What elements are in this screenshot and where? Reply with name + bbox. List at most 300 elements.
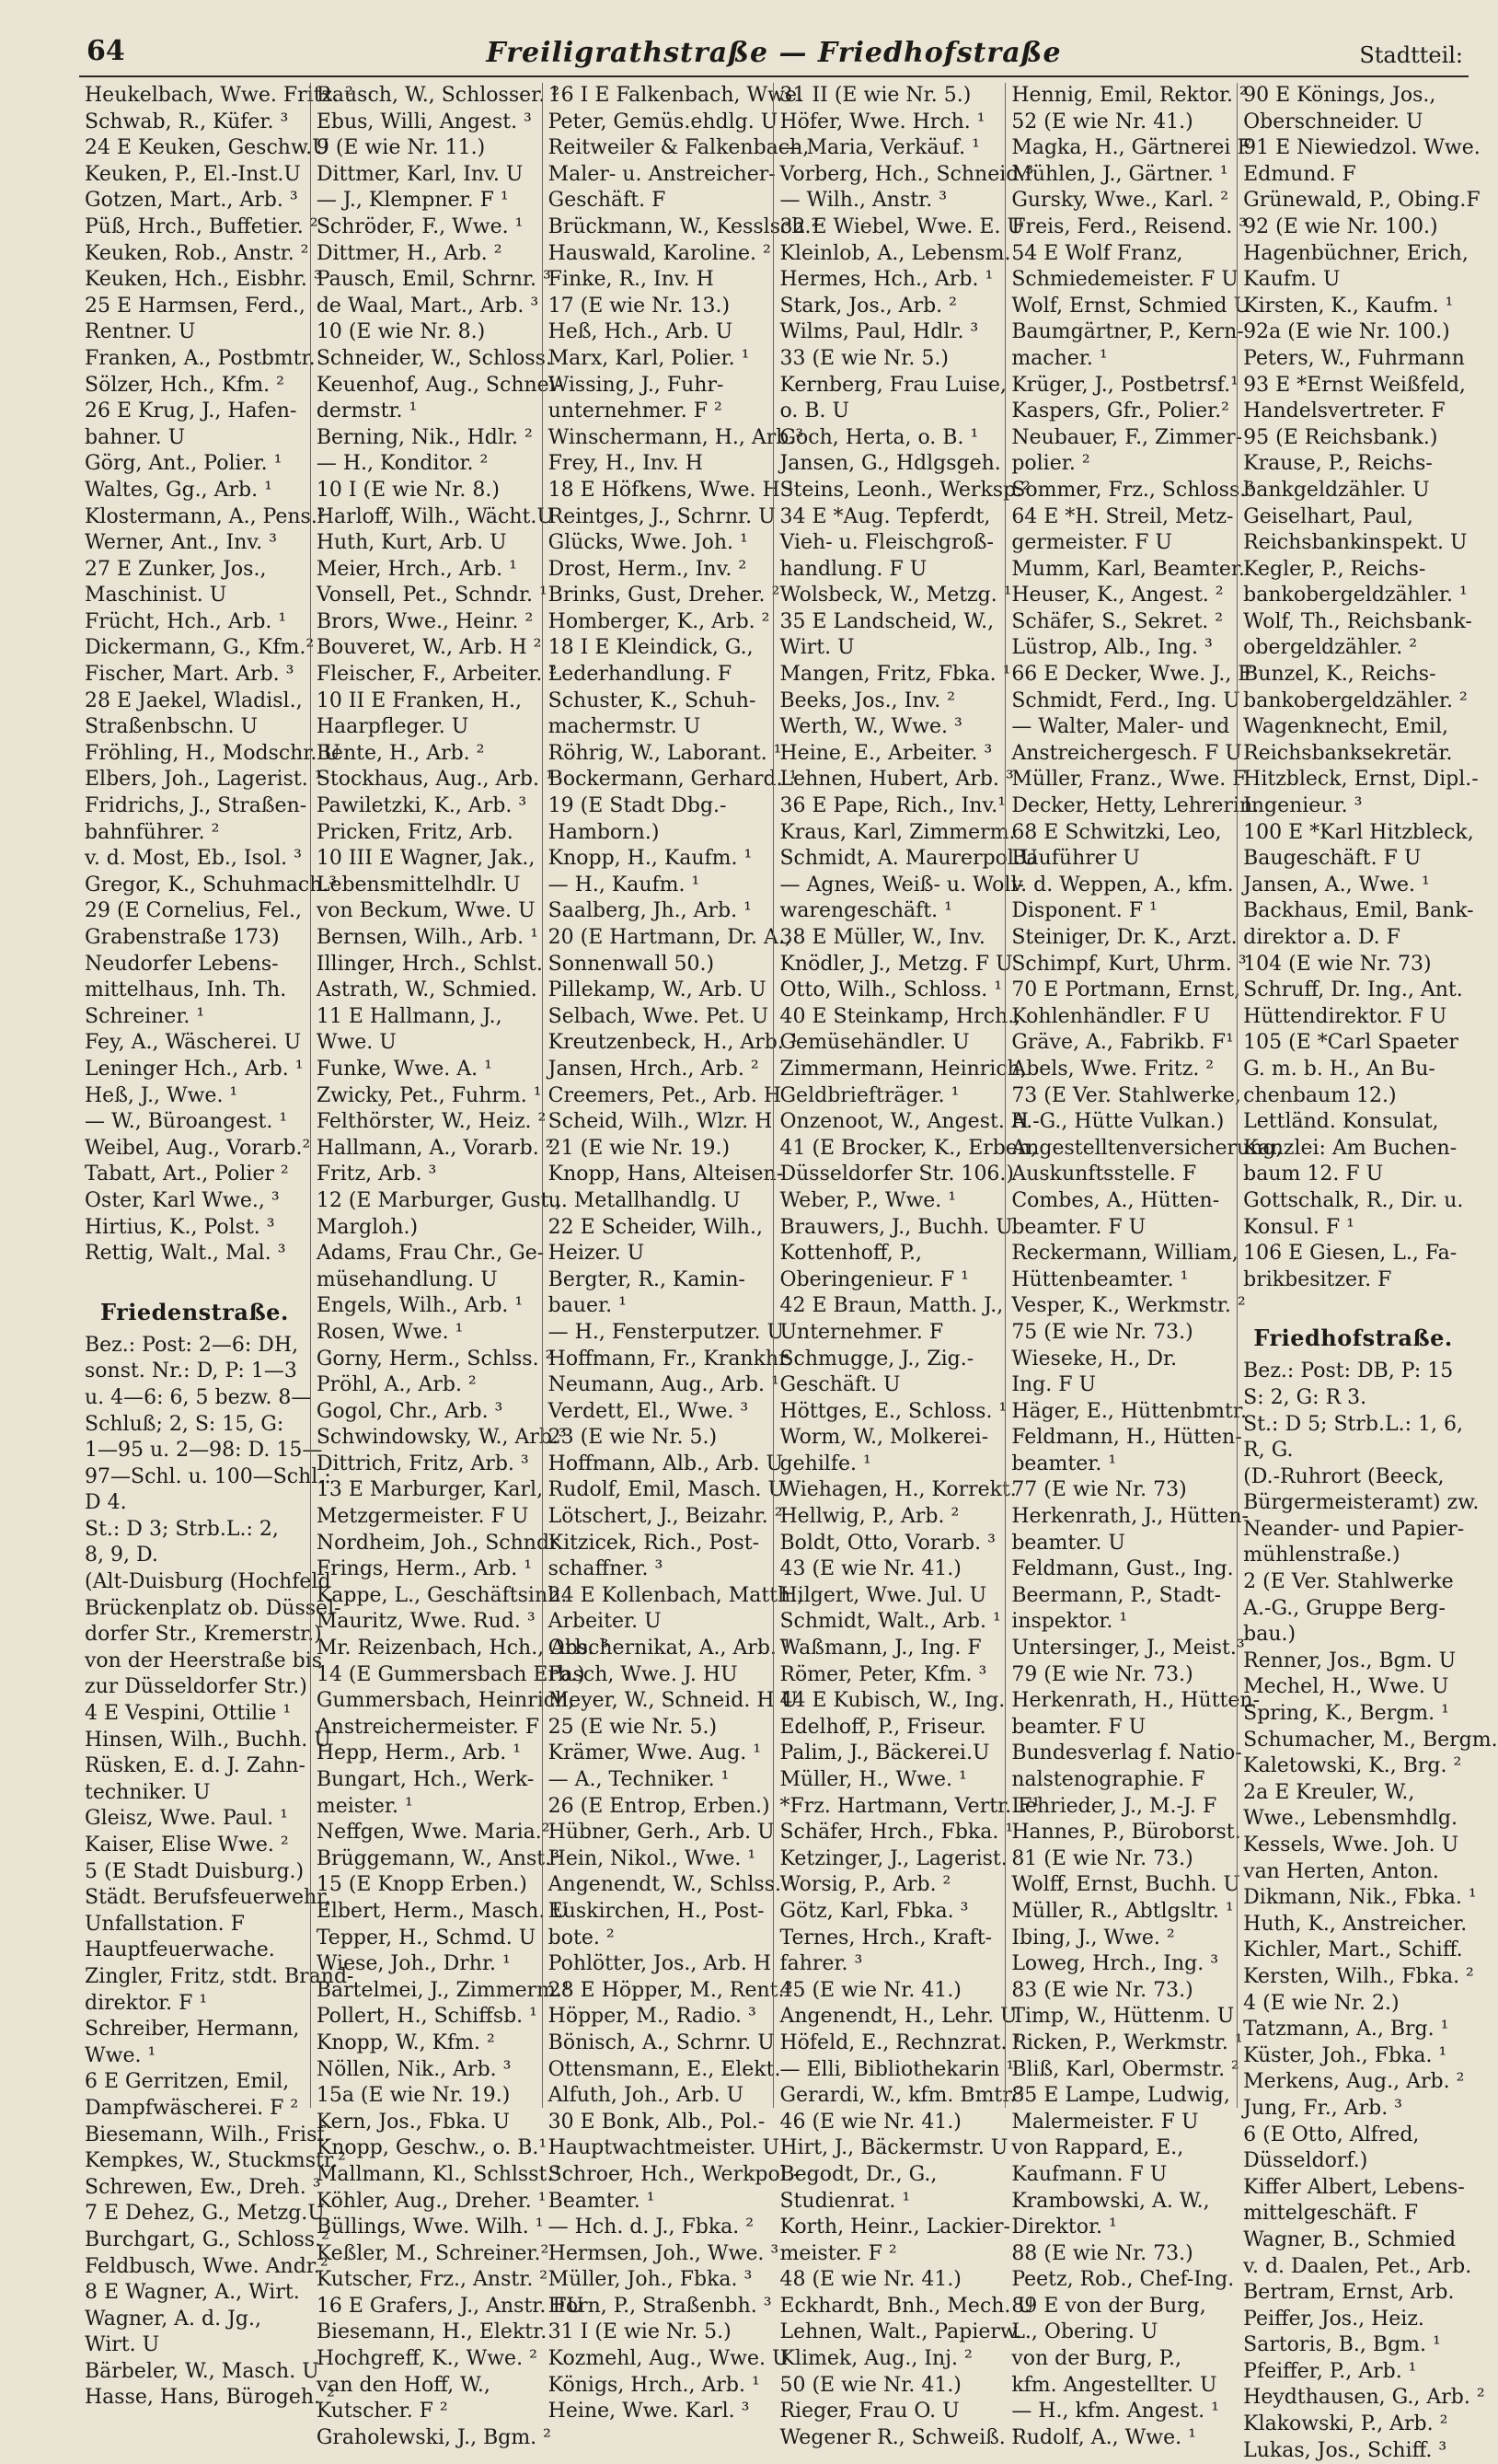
directory-entry: Dampfwäscherei. F ² bbox=[85, 2096, 299, 2120]
directory-entry: Heine, E., Arbeiter. ³ bbox=[779, 741, 993, 765]
directory-entry: Kreutzenbeck, H., Arb. ¹ bbox=[547, 1031, 799, 1055]
directory-entry: beamter. ¹ bbox=[1011, 1452, 1117, 1475]
directory-entry: 8, 9, D. bbox=[85, 1544, 158, 1567]
directory-entry: Wagenknecht, Emil, bbox=[1243, 715, 1449, 739]
directory-entry: bau.) bbox=[1243, 1623, 1296, 1647]
directory-entry: Adams, Frau Chr., Ge- bbox=[316, 1242, 545, 1266]
directory-entry: Homberger, K., Arb. ² bbox=[547, 609, 770, 633]
directory-entry: mühlenstraße.) bbox=[1243, 1544, 1400, 1567]
directory-entry: Krüger, J., Postbetrsf.¹ bbox=[1011, 373, 1239, 397]
directory-entry: Margloh.) bbox=[316, 1215, 419, 1239]
directory-entry: Beeks, Jos., Inv. ² bbox=[779, 688, 956, 712]
directory-entry: Bente, H., Arb. ² bbox=[316, 741, 485, 765]
directory-entry: Bärbeler, W., Masch. U bbox=[85, 2359, 319, 2383]
directory-entry: sonst. Nr.: D, P: 1—3 bbox=[85, 1359, 297, 1383]
directory-entry: Hoffmann, Alb., Arb. U bbox=[547, 1452, 784, 1475]
directory-entry: Rudolf, A., Wwe. ¹ bbox=[1011, 2425, 1196, 2449]
directory-entry: Rettig, Walt., Mal. ³ bbox=[85, 1242, 286, 1266]
directory-entry: Ternes, Hrch., Kraft- bbox=[779, 1926, 993, 1949]
directory-entry: bote. ² bbox=[547, 1926, 615, 1949]
directory-entry: 36 E Pape, Rich., Inv.¹ bbox=[779, 794, 1007, 818]
directory-entry: Zingler, Fritz, stdt. Brand- bbox=[85, 1964, 354, 1988]
directory-entry: Keßler, M., Schreiner.² bbox=[316, 2241, 549, 2265]
directory-entry: Ing. F U bbox=[1011, 1373, 1097, 1397]
directory-entry: 52 (E wie Nr. 41.) bbox=[1011, 110, 1193, 133]
directory-entry: Schäfer, S., Sekret. ² bbox=[1011, 609, 1224, 633]
directory-entry: 43 (E wie Nr. 41.) bbox=[779, 1557, 962, 1581]
directory-entry: Kanzlei: Am Buchen- bbox=[1243, 1136, 1458, 1160]
directory-entry: Weber, P., Wwe. ¹ bbox=[779, 1188, 957, 1212]
directory-entry: Hirtius, K., Polst. ³ bbox=[85, 1215, 275, 1239]
directory-entry: Geschäft. F bbox=[547, 189, 666, 213]
directory-entry: Maschinist. U bbox=[85, 584, 227, 607]
directory-entry: Neander- und Papier- bbox=[1243, 1517, 1465, 1541]
directory-entry: Königs, Hrch., Arb. ¹ bbox=[547, 2373, 760, 2397]
directory-entry: — H., Fensterputzer. U bbox=[547, 1320, 785, 1344]
directory-entry: 75 (E wie Nr. 73.) bbox=[1011, 1320, 1193, 1344]
directory-entry: Klakowski, P., Arb. ² bbox=[1243, 2412, 1448, 2436]
directory-entry: Wissing, J., Fuhr- bbox=[547, 373, 724, 397]
directory-entry: Sommer, Frz., Schloss.³ bbox=[1011, 478, 1255, 502]
directory-entry: baum 12. F U bbox=[1243, 1163, 1384, 1186]
directory-entry: Bernsen, Wilh., Arb. ¹ bbox=[316, 926, 538, 949]
directory-entry: Loweg, Hrch., Ing. ³ bbox=[1011, 1952, 1219, 1976]
directory-entry: 1—95 u. 2—98: D. 15— bbox=[85, 1439, 323, 1463]
directory-entry: Glücks, Wwe. Joh. ¹ bbox=[547, 531, 748, 555]
directory-entry: Peiffer, Jos., Heiz. bbox=[1243, 2307, 1424, 2331]
directory-entry: bahnführer. ² bbox=[85, 820, 220, 844]
directory-entry: 64 E *H. Streil, Metz- bbox=[1011, 504, 1234, 528]
directory-entry: Berning, Nik., Hdlr. ² bbox=[316, 425, 533, 449]
directory-entry: 14 (E Gummersbach Erb.) bbox=[316, 1662, 585, 1686]
directory-entry: 25 (E wie Nr. 5.) bbox=[547, 1715, 718, 1739]
directory-entry: Höfer, Wwe. Hrch. ¹ bbox=[779, 110, 985, 133]
directory-entry: Keuken, P., El.-Inst.U bbox=[85, 162, 301, 186]
directory-entry: Häger, E., Hüttenbmtr. bbox=[1011, 1399, 1247, 1423]
directory-entry: Schimpf, Kurt, Uhrm. ³ bbox=[1011, 952, 1247, 976]
directory-entry: Rüsken, E. d. J. Zahn- bbox=[85, 1754, 305, 1778]
directory-entry: Finke, R., Inv. H bbox=[547, 268, 714, 292]
directory-entry: 68 E Schwitzki, Leo, bbox=[1011, 820, 1222, 844]
directory-entry: Mr. Reizenbach, Hch., Arb. ³ bbox=[316, 1637, 609, 1660]
directory-entry: 41 (E Brocker, K., Erben, bbox=[779, 1136, 1038, 1160]
directory-entry: Huth, Kurt, Arb. U bbox=[316, 531, 507, 555]
directory-entry: meister. ¹ bbox=[316, 1794, 413, 1818]
directory-entry: 54 E Wolf Franz, bbox=[1011, 241, 1183, 265]
directory-entry: Kaiser, Elise Wwe. ² bbox=[85, 1834, 289, 1857]
directory-entry: Mechel, H., Wwe. U bbox=[1243, 1675, 1449, 1699]
directory-entry: Keuken, Rob., Anstr. ² bbox=[85, 241, 309, 265]
directory-entry: Selbach, Wwe. Pet. U bbox=[547, 1004, 769, 1028]
directory-entry: Heydthausen, G., Arb. ² bbox=[1243, 2386, 1485, 2410]
directory-entry: Fey, A., Wäscherei. U bbox=[85, 1031, 302, 1055]
directory-entry: Brauwers, J., Buchh. U bbox=[779, 1215, 1013, 1239]
directory-entry: Bunzel, K., Reichs- bbox=[1243, 663, 1436, 687]
directory-entry: — W., Büroangest. ¹ bbox=[85, 1110, 288, 1134]
directory-entry: — A., Techniker. ¹ bbox=[547, 1768, 730, 1791]
directory-entry: Kleinlob, A., Lebensm. bbox=[779, 241, 1011, 265]
directory-entry: Elbert, Herm., Masch. U bbox=[316, 1899, 569, 1923]
directory-entry: beamter. F U bbox=[1011, 1715, 1147, 1739]
directory-entry: Stockhaus, Aug., Arb. ¹ bbox=[316, 768, 554, 792]
directory-entry: Wiese, Joh., Drhr. ¹ bbox=[316, 1952, 511, 1976]
directory-entry: Hüttenbeamter. ¹ bbox=[1011, 1267, 1189, 1291]
directory-entry: Müller, Joh., Fbka. ³ bbox=[547, 2268, 753, 2292]
directory-entry: Gogol, Chr., Arb. ³ bbox=[316, 1399, 503, 1423]
directory-entry: 16 I E Falkenbach, Wwe. bbox=[547, 84, 803, 107]
directory-entry: Neubauer, F., Zimmer- bbox=[1011, 425, 1243, 449]
directory-entry: Nordheim, Joh., Schndr. bbox=[316, 1531, 564, 1555]
directory-entry: fahrer. ³ bbox=[779, 1952, 863, 1976]
directory-entry: Wiehagen, H., Korrekt. bbox=[779, 1478, 1017, 1502]
directory-entry: Edelhoff, P., Friseur. bbox=[779, 1715, 986, 1739]
directory-entry: Horn, P., Straßenbh. ³ bbox=[547, 2294, 772, 2318]
directory-entry: Pröhl, A., Arb. ² bbox=[316, 1373, 477, 1397]
directory-entry: 97—Schl. u. 100—Schl.: bbox=[85, 1464, 331, 1488]
directory-entry: Reitweiler & Falkenbach, bbox=[547, 136, 810, 160]
directory-entry: 45 (E wie Nr. 41.) bbox=[779, 1978, 962, 2002]
directory-entry: (D.-Ruhrort (Beeck, bbox=[1243, 1464, 1445, 1488]
directory-entry: von der Burg, P., bbox=[1011, 2347, 1182, 2371]
directory-entry: Hermsen, Joh., Wwe. ³ bbox=[547, 2241, 779, 2265]
directory-entry: 70 E Portmann, Ernst, bbox=[1011, 978, 1241, 1002]
directory-entry: Illinger, Hrch., Schlst. bbox=[316, 952, 543, 976]
directory-entry: Fridrichs, J., Straßen- bbox=[85, 794, 307, 818]
directory-entry: Angenendt, W., Schlss. ¹ bbox=[547, 1873, 796, 1897]
directory-entry: Pfeiffer, P., Arb. ¹ bbox=[1243, 2359, 1417, 2383]
directory-entry: Gursky, Wwe., Karl. ² bbox=[1011, 189, 1229, 213]
directory-entry: o. B. U bbox=[779, 399, 850, 423]
directory-entry: van Herten, Anton. bbox=[1243, 1859, 1439, 1883]
directory-entry: 10 (E wie Nr. 8.) bbox=[316, 320, 486, 344]
directory-entry: Schrewen, Ew., Dreh. ³ bbox=[85, 2175, 321, 2199]
directory-entry: Frings, Herm., Arb. ¹ bbox=[316, 1557, 533, 1581]
directory-entry: Anstreichermeister. F bbox=[316, 1715, 540, 1739]
directory-entry: Hein, Nikol., Wwe. ¹ bbox=[547, 1846, 756, 1870]
directory-entry: 18 E Höfkens, Wwe. H ¹ bbox=[547, 478, 795, 502]
directory-entry: — J., Klempner. F ¹ bbox=[316, 189, 509, 213]
directory-entry: Kirsten, K., Kaufm. ¹ bbox=[1243, 294, 1454, 318]
directory-entry: Herkenrath, H., Hütten- bbox=[1011, 1689, 1261, 1713]
directory-entry: 100 E *Karl Hitzbleck, bbox=[1243, 820, 1474, 844]
directory-entry: Hermes, Hch., Arb. ¹ bbox=[779, 268, 994, 292]
directory-entry: 32 E Wiebel, Wwe. E. U bbox=[779, 214, 1024, 238]
directory-entry: Creemers, Pet., Arb. H bbox=[547, 1083, 782, 1107]
directory-entry: Kohlenhändler. F U bbox=[1011, 1004, 1211, 1028]
directory-entry: Handelsvertreter. F bbox=[1243, 399, 1446, 423]
directory-entry: 50 (E wie Nr. 41.) bbox=[779, 2373, 962, 2397]
directory-column bbox=[1237, 83, 1498, 2462]
directory-entry: machermstr. U bbox=[547, 715, 701, 739]
directory-entry: Hepp, Herm., Arb. ¹ bbox=[316, 1741, 522, 1765]
directory-entry: Direktor. ¹ bbox=[1011, 2215, 1117, 2239]
directory-entry: Mumm, Karl, Beamter. bbox=[1011, 557, 1245, 581]
directory-entry: Fischer, Mart. Arb. ³ bbox=[85, 663, 294, 687]
directory-entry: Bungart, Hch., Werk- bbox=[316, 1768, 535, 1791]
directory-entry: bankobergeldzähler. ¹ bbox=[1243, 584, 1468, 607]
directory-entry: Auskunftsstelle. F bbox=[1011, 1163, 1197, 1186]
directory-entry: 88 (E wie Nr. 73.) bbox=[1011, 2241, 1193, 2265]
directory-entry: Feldmann, H., Hütten- bbox=[1011, 1426, 1242, 1450]
directory-entry: Heß, Hch., Arb. U bbox=[547, 320, 733, 344]
directory-entry: Alfuth, Joh., Arb. U bbox=[547, 2084, 744, 2108]
directory-entry: 30 E Bonk, Alb., Pol.- bbox=[547, 2110, 766, 2134]
directory-entry: Dickermann, G., Kfm.² bbox=[85, 636, 315, 660]
directory-entry: Worsig, P., Arb. ² bbox=[779, 1873, 951, 1897]
directory-entry: 12 (E Marburger, Gust., bbox=[316, 1188, 562, 1212]
directory-entry: Knödler, J., Metzg. F U bbox=[779, 952, 1013, 976]
directory-entry: Hallmann, A., Vorarb. ² bbox=[316, 1136, 554, 1160]
directory-entry: u. 4—6: 6, 5 bezw. 8— bbox=[85, 1385, 312, 1409]
directory-entry: Jansen, A., Wwe. ¹ bbox=[1243, 873, 1430, 897]
directory-entry: Bürgermeisteramt) zw. bbox=[1243, 1491, 1480, 1515]
directory-entry: D 4. bbox=[85, 1491, 127, 1515]
directory-entry: Höfeld, E., Rechnzrat. ¹ bbox=[779, 2030, 1022, 2054]
page-header bbox=[79, 35, 1469, 77]
directory-entry: Oberingenieur. F ¹ bbox=[779, 1267, 970, 1291]
directory-entry: 91 E Niewiedzol. Wwe. bbox=[1243, 136, 1481, 160]
directory-entry: Felthörster, W., Heiz. ² bbox=[316, 1110, 547, 1134]
directory-entry: 4 (E wie Nr. 2.) bbox=[1243, 1991, 1400, 2015]
directory-entry: Edmund. F bbox=[1243, 162, 1356, 186]
directory-entry: Schmidt, Ferd., Ing. U bbox=[1011, 688, 1240, 712]
directory-entry: Eckhardt, Bnh., Mech. U bbox=[779, 2294, 1034, 2318]
directory-entry: 8 E Wagner, A., Wirt. bbox=[85, 2281, 300, 2305]
directory-entry: Wieseke, H., Dr. bbox=[1011, 1347, 1178, 1371]
directory-entry: unternehmer. F ² bbox=[547, 399, 722, 423]
directory-entry: beamter. U bbox=[1011, 1531, 1125, 1555]
directory-entry: 77 (E wie Nr. 73) bbox=[1011, 1478, 1187, 1502]
directory-entry: Obschernikat, A., Arb. ¹ bbox=[547, 1637, 791, 1660]
directory-entry: chenbaum 12.) bbox=[1243, 1083, 1397, 1107]
directory-entry: nalstenographie. F bbox=[1011, 1768, 1205, 1791]
directory-entry: Anstreichergesch. F U bbox=[1011, 741, 1242, 765]
directory-entry: Wolf, Th., Reichsbank- bbox=[1243, 609, 1472, 633]
directory-entry: dorfer Str., Kremerstr.) bbox=[85, 1623, 322, 1647]
directory-entry: Lehrieder, J., M.-J. F bbox=[1011, 1794, 1217, 1818]
directory-entry: 13 E Marburger, Karl, bbox=[316, 1478, 544, 1502]
directory-entry: 46 (E wie Nr. 41.) bbox=[779, 2110, 962, 2134]
directory-entry: Kottenhoff, P., bbox=[779, 1242, 923, 1266]
directory-entry: Knopp, H., Kaufm. ¹ bbox=[547, 847, 753, 871]
directory-entry: Kozmehl, Aug., Wwe. U bbox=[547, 2347, 789, 2371]
directory-entry: Hellwig, P., Arb. ² bbox=[779, 1505, 960, 1529]
directory-entry: 27 E Zunker, Jos., bbox=[85, 557, 267, 581]
directory-entry: 6 (E Otto, Alfred, bbox=[1243, 2123, 1420, 2146]
directory-entry: Kiffer Albert, Lebens- bbox=[1243, 2175, 1465, 2199]
directory-entry: Disponent. F ¹ bbox=[1011, 899, 1158, 923]
section-label: Stadtteil: bbox=[1359, 42, 1463, 68]
directory-entry: Dittmer, H., Arb. ² bbox=[316, 241, 502, 265]
directory-entry: Werth, W., Wwe. ³ bbox=[779, 715, 962, 739]
directory-entry: Hannes, P., Büroborst. bbox=[1011, 1821, 1241, 1845]
directory-entry: Oberschneider. U bbox=[1243, 110, 1423, 133]
directory-entry: Kempkes, W., Stuckmstr.² bbox=[85, 2149, 346, 2173]
directory-entry: Hitzbleck, Ernst, Dipl.- bbox=[1243, 768, 1479, 792]
directory-entry: 15 (E Knopp Erben.) bbox=[316, 1873, 527, 1897]
directory-entry: Ingenieur. ³ bbox=[1243, 794, 1363, 818]
directory-entry: Bauführer U bbox=[1011, 847, 1140, 871]
directory-entry: Peter, Gemüs.ehdlg. U bbox=[547, 110, 778, 133]
directory-entry: germeister. F U bbox=[1011, 531, 1172, 555]
directory-entry: Biesemann, Wilh., Frisf. bbox=[85, 2123, 330, 2146]
directory-entry: — Elli, Bibliothekarin ¹ bbox=[779, 2057, 1015, 2081]
directory-entry: v. d. Daalen, Pet., Arb. bbox=[1243, 2254, 1472, 2278]
directory-entry: Bockermann, Gerhard. ¹ bbox=[547, 768, 798, 792]
directory-entry: Huth, K., Anstreicher. bbox=[1243, 1912, 1468, 1936]
directory-entry: St.: D 5; Strb.L.: 1, 6, bbox=[1243, 1412, 1463, 1436]
directory-entry: Saalberg, Jh., Arb. ¹ bbox=[547, 899, 752, 923]
directory-entry: Kegler, P., Reichs- bbox=[1243, 557, 1426, 581]
directory-entry: 4 E Vespini, Ottilie ¹ bbox=[85, 1702, 292, 1726]
directory-entry: 19 (E Stadt Dbg.- bbox=[547, 794, 727, 818]
directory-entry: Abels, Wwe. Fritz. ² bbox=[1011, 1057, 1215, 1081]
directory-entry: 28 E Höpper, M., Rent.³ bbox=[547, 1978, 793, 2002]
directory-entry: Rieger, Frau O. U bbox=[779, 2400, 960, 2424]
directory-entry: Kernberg, Frau Luise, bbox=[779, 373, 1007, 397]
directory-entry: Leninger Hch., Arb. ¹ bbox=[85, 1057, 304, 1081]
directory-entry: Unternehmer. F bbox=[779, 1320, 944, 1344]
directory-entry: zur Düsseldorfer Str.) bbox=[85, 1675, 307, 1699]
directory-entry: 28 E Jaekel, Wladisl., bbox=[85, 688, 303, 712]
directory-entry: Lebensmittelhdlr. U bbox=[316, 873, 521, 897]
directory-entry: Franken, A., Postbmtr. bbox=[85, 346, 316, 370]
directory-entry: Schwindowsky, W., Arb.³ bbox=[316, 1426, 567, 1450]
directory-entry: Lederhandlung. F bbox=[547, 663, 732, 687]
directory-entry: direktor. F ¹ bbox=[85, 1991, 208, 2015]
directory-entry: Krambowski, A. W., bbox=[1011, 2189, 1210, 2213]
directory-entry: Biesemann, H., Elektr. bbox=[316, 2320, 547, 2344]
directory-entry: Kappe, L., Geschäftsinh. bbox=[316, 1583, 568, 1607]
directory-entry: Kutscher. F ² bbox=[316, 2400, 448, 2424]
directory-entry: 83 (E wie Nr. 73.) bbox=[1011, 1978, 1193, 2002]
directory-entry: Palim, J., Bäckerei.U bbox=[779, 1741, 990, 1765]
directory-entry: Bundesverlag f. Natio- bbox=[1011, 1741, 1242, 1765]
directory-entry: Brückenplatz ob. Düssel- bbox=[85, 1596, 341, 1620]
directory-entry: Jansen, Hrch., Arb. ² bbox=[547, 1057, 759, 1081]
directory-entry: Baumgärtner, P., Kern- bbox=[1011, 320, 1244, 344]
directory-entry: Bönisch, A., Schrnr. U bbox=[547, 2030, 775, 2054]
directory-entry: 21 (E wie Nr. 19.) bbox=[547, 1136, 731, 1160]
directory-entry: Renner, Jos., Bgm. U bbox=[1243, 1648, 1457, 1672]
directory-entry: Hüttendirektor. F U bbox=[1243, 1004, 1447, 1028]
directory-entry: techniker. U bbox=[85, 1780, 211, 1804]
directory-entry: Reintges, J., Schrnr. U bbox=[547, 504, 776, 528]
directory-entry: Schröder, F., Wwe. ¹ bbox=[316, 214, 524, 238]
directory-entry: Reichsbanksekretär. bbox=[1243, 741, 1453, 765]
directory-entry: Brückmann, W., Kesslsch.² bbox=[547, 214, 820, 238]
directory-entry: Harloff, Wilh., Wächt.U bbox=[316, 504, 554, 528]
directory-entry: Vieh- u. Fleischgroß- bbox=[779, 531, 994, 555]
directory-entry: Kersten, Wilh., Fbka. ² bbox=[1243, 1964, 1474, 1988]
directory-entry: Waltes, Gg., Arb. ¹ bbox=[85, 478, 272, 502]
directory-column bbox=[1005, 83, 1283, 2449]
directory-entry: A.-G., Gruppe Berg- bbox=[1243, 1596, 1446, 1620]
directory-entry: 10 I (E wie Nr. 8.) bbox=[316, 478, 500, 502]
directory-entry: obergeldzähler. ² bbox=[1243, 636, 1418, 660]
directory-entry: Lötschert, J., Beizahr. ² bbox=[547, 1505, 783, 1529]
directory-entry: Angestelltenversicherung, bbox=[1011, 1136, 1283, 1160]
directory-entry: Herkenrath, J., Hütten- bbox=[1011, 1505, 1249, 1529]
directory-entry: 92a (E wie Nr. 100.) bbox=[1243, 320, 1450, 344]
directory-entry: Magka, H., Gärtnerei F bbox=[1011, 136, 1251, 160]
directory-entry: Gummersbach, Heinrich, bbox=[316, 1689, 575, 1713]
directory-entry: Krämer, Wwe. Aug. ¹ bbox=[547, 1741, 762, 1765]
directory-entry: Wolsbeck, W., Metzg. ¹ bbox=[779, 584, 1012, 607]
directory-entry: Hochgreff, K., Wwe. ² bbox=[316, 2347, 537, 2371]
directory-entry: Püß, Hrch., Buffetier. ² bbox=[85, 214, 318, 238]
directory-entry: Mauritz, Wwe. Rud. ³ bbox=[316, 1610, 536, 1634]
directory-entry: 104 (E wie Nr. 73) bbox=[1243, 952, 1432, 976]
directory-entry: 29 (E Cornelius, Fel., bbox=[85, 899, 303, 923]
directory-entry: Kessels, Wwe. Joh. U bbox=[1243, 1834, 1459, 1857]
directory-entry: Hauptfeuerwache. bbox=[85, 1938, 275, 1962]
directory-entry: Wwe., Lebensmhdlg. bbox=[1243, 1807, 1458, 1831]
directory-entry: Hagenbüchner, Erich, bbox=[1243, 241, 1469, 265]
directory-entry: 92 (E wie Nr. 100.) bbox=[1243, 214, 1438, 238]
directory-entry: Kaspers, Gfr., Polier.² bbox=[1011, 399, 1230, 423]
directory-entry: Klostermann, A., Pens.² bbox=[85, 504, 326, 528]
directory-entry: Heuser, K., Angest. ² bbox=[1011, 584, 1224, 607]
directory-entry: Steins, Leonh., Werksp.² bbox=[779, 478, 1031, 502]
directory-entry: van den Hoff, W., bbox=[316, 2373, 490, 2397]
directory-entry: St.: D 3; Strb.L.: 2, bbox=[85, 1517, 279, 1541]
directory-entry: Hauswald, Karoline. ² bbox=[547, 241, 771, 265]
directory-entry: Schmidt, Walt., Arb. ¹ bbox=[779, 1610, 1001, 1634]
directory-entry: beamter. F U bbox=[1011, 1215, 1147, 1239]
directory-entry: — Wilh., Anstr. ³ bbox=[779, 189, 948, 213]
directory-entry: Städt. Berufsfeuerwehr, bbox=[85, 1886, 331, 1910]
directory-entry: Gottschalk, R., Dir. u. bbox=[1243, 1188, 1464, 1212]
directory-entry: Düsseldorfer Str. 106.) bbox=[779, 1163, 1015, 1186]
directory-entry: Knopp, Hans, Alteisen- bbox=[547, 1163, 784, 1186]
directory-entry: Frücht, Hch., Arb. ¹ bbox=[85, 609, 287, 633]
directory-entry: — H., Konditor. ² bbox=[316, 452, 489, 476]
directory-entry: Funke, Wwe. A. ¹ bbox=[316, 1057, 492, 1081]
directory-entry: Kaufm. U bbox=[1243, 268, 1341, 292]
directory-entry: Steiniger, Dr. K., Arzt. bbox=[1011, 926, 1238, 949]
directory-entry: Burchgart, G., Schloss.² bbox=[85, 2227, 329, 2251]
directory-entry: 26 E Krug, J., Hafen- bbox=[85, 399, 297, 423]
directory-entry: 66 E Decker, Wwe. J., F bbox=[1011, 663, 1252, 687]
directory-entry: Begodt, Dr., G., bbox=[779, 2162, 938, 2186]
directory-entry: Wwe. U bbox=[316, 1031, 397, 1055]
directory-entry: — Walter, Maler- und bbox=[1011, 715, 1230, 739]
directory-entry: 106 E Giesen, L., Fa- bbox=[1243, 1242, 1458, 1266]
directory-entry: Hilgert, Wwe. Jul. U bbox=[779, 1583, 987, 1607]
directory-entry: Schmidt, A. Maurerpol.U bbox=[779, 847, 1038, 871]
directory-entry: Gregor, K., Schuhmach.³ bbox=[85, 873, 338, 897]
directory-entry: 31 II (E wie Nr. 5.) bbox=[779, 84, 972, 107]
directory-entry: Brinks, Gust, Dreher. ² bbox=[547, 584, 780, 607]
directory-entry: Kern, Jos., Fbka. U bbox=[316, 2110, 511, 2134]
directory-entry: Zwicky, Pet., Fuhrm. ¹ bbox=[316, 1083, 542, 1107]
directory-entry: Wolf, Ernst, Schmied U bbox=[1011, 294, 1251, 318]
directory-entry: — Maria, Verkäuf. ¹ bbox=[779, 136, 980, 160]
directory-entry: Schumacher, M., Bergm. bbox=[1243, 1728, 1498, 1752]
directory-entry: Worm, W., Molkerei- bbox=[779, 1426, 989, 1450]
directory-entry: Geiselhart, Paul, bbox=[1243, 504, 1413, 528]
directory-entry: Neumann, Aug., Arb. ¹ bbox=[547, 1373, 779, 1397]
directory-entry: Zimmermann, Heinrich, bbox=[779, 1057, 1027, 1081]
directory-entry: 22 E Scheider, Wilh., bbox=[547, 1215, 763, 1239]
directory-entry: Boldt, Otto, Vorarb. ³ bbox=[779, 1531, 996, 1555]
directory-entry: Kutscher, Frz., Anstr. ² bbox=[316, 2268, 548, 2292]
directory-entry: Otto, Wilh., Schloss. ¹ bbox=[779, 978, 1003, 1002]
directory-entry: Jung, Fr., Arb. ³ bbox=[1243, 2096, 1403, 2120]
directory-entry: meister. F ² bbox=[779, 2241, 897, 2265]
directory-entry: 18 I E Kleindick, G., bbox=[547, 636, 754, 660]
